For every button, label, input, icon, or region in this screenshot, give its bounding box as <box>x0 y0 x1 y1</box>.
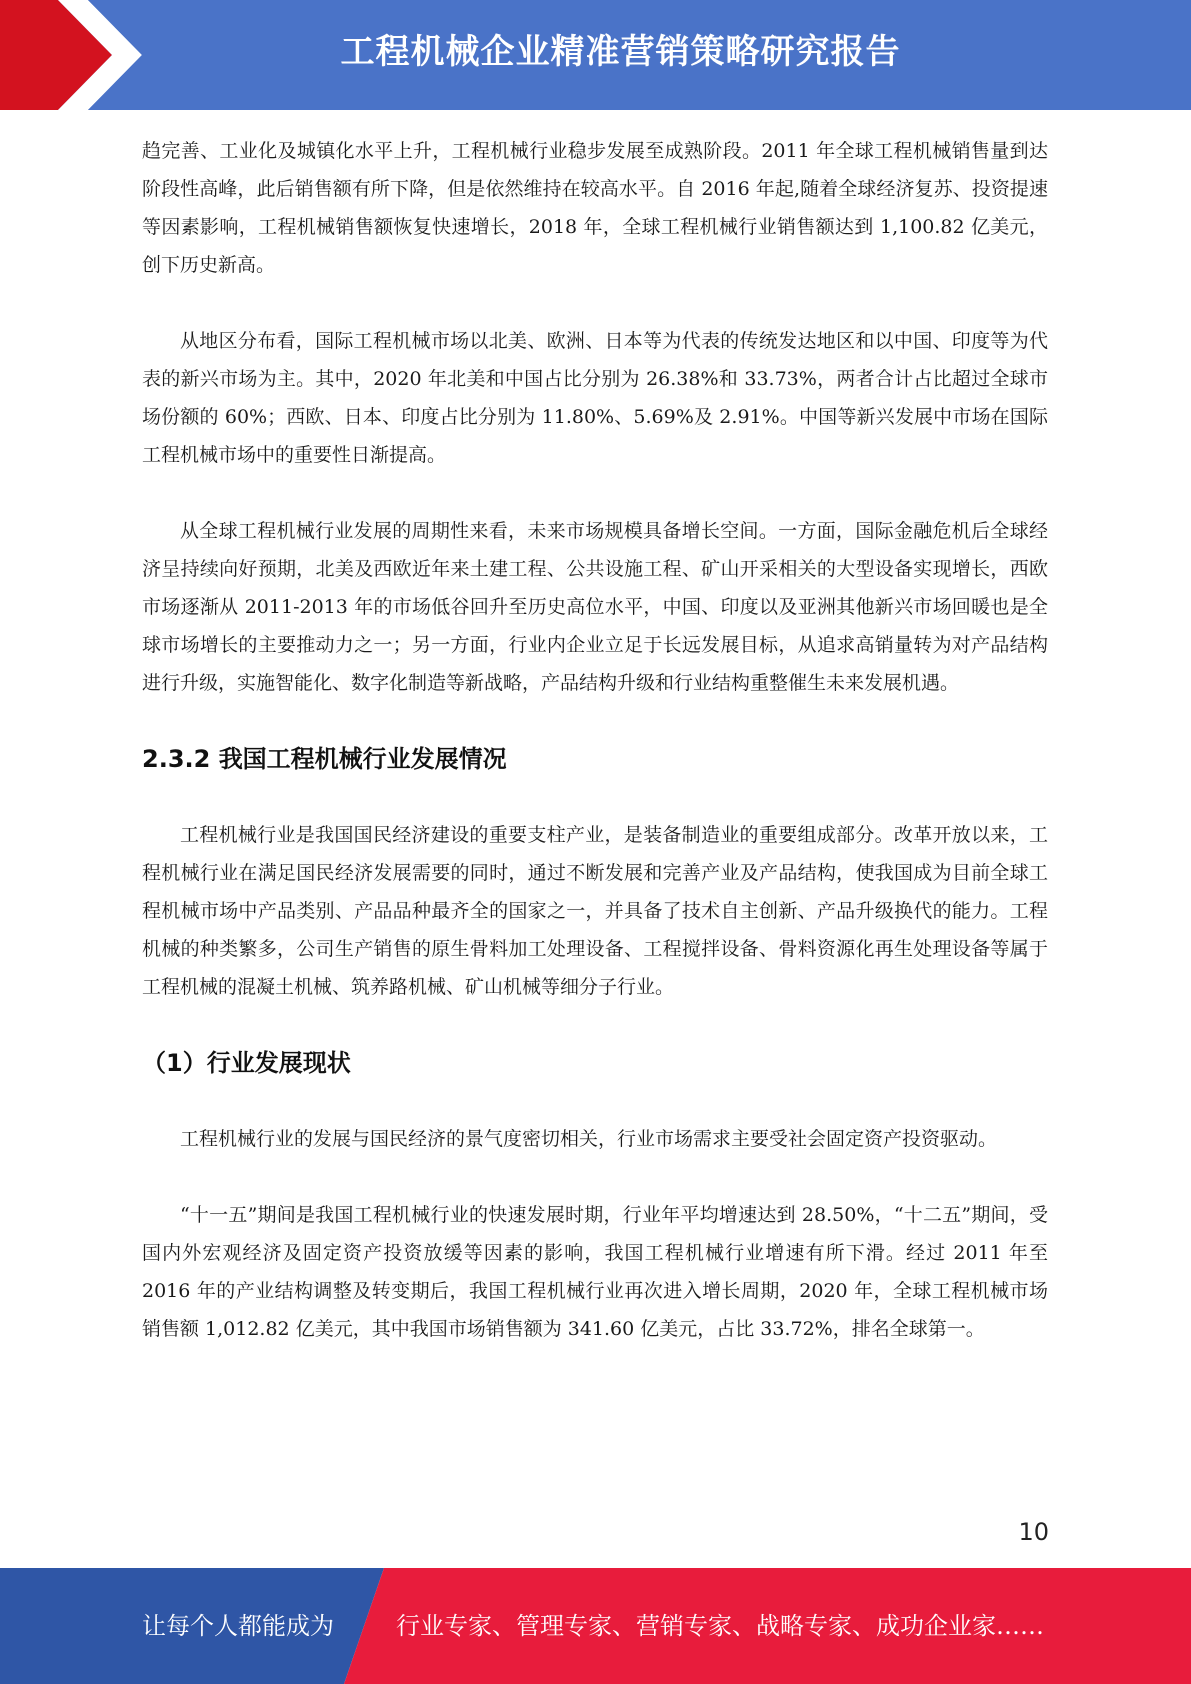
footer-slogan-right: 行业专家、管理专家、营销专家、战略专家、成功企业家…… <box>396 1612 1044 1640</box>
document-title: 工程机械企业精准营销策略研究报告 <box>340 32 901 72</box>
page-footer <box>0 1568 1191 1684</box>
subsection-heading: （1）行业发展现状 <box>142 1049 351 1077</box>
page-number: 10 <box>1018 1518 1049 1546</box>
footer-slogan-left: 让每个人都能成为 <box>142 1612 334 1640</box>
section-heading: 2.3.2 我国工程机械行业发展情况 <box>142 745 507 773</box>
header-arrow-icon <box>0 0 160 110</box>
paragraph-demand-driver: 工程机械行业的发展与国民经济的景气度密切相关，行业市场需求主要受社会固定资产投资驱动。 <box>180 1128 998 1150</box>
paragraph-continued: 趋完善、工业化及城镇化水平上升，工程机械行业稳步发展至成熟阶段。2011 年全球工程机械销售量到达阶段性高峰，此后销售额有所下降，但是依然维持在较高水平。自 2016 年起,随着全球经济复苏、投资提速等因素影响，工程机械销售额恢复快速增长，2018 年，全球工程机械行业销售额达到 1,100.82 亿美元，创下历史新高。 <box>142 140 1048 276</box>
paragraph-industry-overview: 工程机械行业是我国国民经济建设的重要支柱产业，是装备制造业的重要组成部分。改革开放以来，工程机械行业在满足国民经济发展需要的同时，通过不断发展和完善产业及产品结构，使我国成为目前全球工程机械市场中产品类别、产品品种最齐全的国家之一，并具备了技术自主创新、产品升级换代的能力。工程机械的种类繁多，公司生产销售的原生骨料加工处理设备、工程搅拌设备、骨料资源化再生处理设备等属于工程机械的混凝土机械、筑养路机械、矿山机械等细分子行业。 <box>142 824 1048 998</box>
paragraph-cyclicality: 从全球工程机械行业发展的周期性来看，未来市场规模具备增长空间。一方面，国际金融危机后全球经济呈持续向好预期，北美及西欧近年来土建工程、公共设施工程、矿山开采相关的大型设备实现增长，西欧市场逐渐从 2011-2013 年的市场低谷回升至历史高位水平，中国、印度以及亚洲其他新兴市场回暖也是全球市场增长的主要推动力之一；另一方面，行业内企业立足于长远发展目标，从追求高销量转为对产品结构进行升级，实施智能化、数字化制造等新战略，产品结构升级和行业结构重整催生未来发展机遇。 <box>142 520 1048 694</box>
page-header <box>0 0 1191 110</box>
paragraph-growth-history: “十一五”期间是我国工程机械行业的快速发展时期，行业年平均增速达到 28.50%，“十二五”期间，受国内外宏观经济及固定资产投资放缓等因素的影响，我国工程机械行业增速有所下滑。经过 2011 年至 2016 年的产业结构调整及转变期后，我国工程机械行业再次进入增长周期，2020 年，全球工程机械市场销售额 1,012.82 亿美元，其中我国市场销售额为 341.60 亿美元，占比 33.72%，排名全球第一。 <box>142 1204 1048 1340</box>
page-content <box>142 132 1048 1386</box>
paragraph-regional-distribution: 从地区分布看，国际工程机械市场以北美、欧洲、日本等为代表的传统发达地区和以中国、印度等为代表的新兴市场为主。其中，2020 年北美和中国占比分别为 26.38%和 33.73%，两者合计占比超过全球市场份额的 60%；西欧、日本、印度占比分别为 11.80%、5.69%及 2.91%。中国等新兴发展中市场在国际工程机械市场中的重要性日渐提高。 <box>142 330 1048 466</box>
